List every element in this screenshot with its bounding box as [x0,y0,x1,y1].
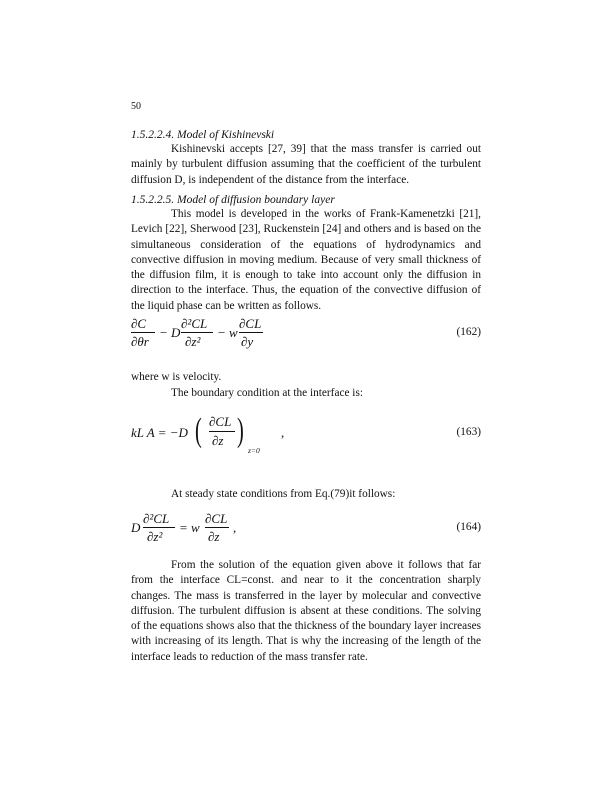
text-steady-state: At steady state conditions from Eq.(79)it follows: [171,488,396,500]
eq162-minus-w: − w [217,325,238,340]
eq164-comma: , [233,520,237,535]
eq162-rhs-numerator: ∂CL [239,316,262,331]
paragraph-diffusion-boundary-layer: This model is developed in the works of Frank-Kamenetzki [21], Levich [22], Sherwood [23], Ruckenstein [24] and others and is based on the simultaneous consideration of the equations of hydrodynamics and convective diffusion in moving medium. Because of very small thickness of the diffusion film, it is enough to take into account only the diffusion in direction to the interface. Thus, the equation of the convective diffusion of the liquid phase can be written as follows. [131,208,481,312]
eq164-lhs-numerator: ∂²CL [143,511,170,526]
equation-number-163: (163) [456,426,481,438]
text-boundary-condition: The boundary condition at the interface is: [171,387,363,399]
section-heading-diffusion-boundary-layer: 1.5.2.2.5. Model of diffusion boundary layer [131,194,335,206]
eq162-rhs-denominator: ∂y [241,334,254,349]
eq163-frac-denominator: ∂z [212,433,224,448]
eq164-frac-line-2 [205,527,229,528]
section-heading-kishinevski: 1.5.2.2.4. Model of Kishinevski [131,129,275,141]
eq162-frac-line-3 [239,332,263,333]
eq162-minus-d: − D [159,325,181,340]
eq163-left-paren: ( [195,412,202,449]
eq162-frac-line-1 [131,332,155,333]
eq162-mid-denominator: ∂z² [185,334,201,349]
eq163-comma: , [281,425,285,440]
eq164-rhs-denominator: ∂z [208,529,220,544]
eq163-right-paren: ) [237,412,244,449]
eq162-lhs-numerator: ∂C [131,316,147,331]
equation-163 [131,408,481,464]
text-where-w: where w is velocity. [131,371,222,383]
eq164-rhs-numerator: ∂CL [205,511,228,526]
equation-162 [131,316,481,364]
eq164-d: D [131,520,141,535]
eq163-lhs: kL A = −D [131,425,188,440]
eq164-equals-w: = w [179,520,200,535]
eq164-lhs-denominator: ∂z² [147,529,163,544]
eq162-frac-line-2 [181,332,213,333]
eq164-frac-line-1 [143,527,175,528]
eq162-mid-numerator: ∂²CL [181,316,208,331]
eq163-frac-numerator: ∂CL [209,414,232,429]
eq163-frac-line [209,431,235,432]
paragraph-conclusion: From the solution of the equation given above it follows that far from the interface CL=const. and near to it the concentration sharply changes. The mass is transferred in the layer by molecular and convective diffusion. The turbulent diffusion is absent at these conditions. The solving of the equations shows also that the thickness of the boundary layer increases with increasing of its length. That is why the increasing of the length of the interface leads to reduction of the mass transfer rate. [131,559,481,663]
page-number: 50 [131,101,141,112]
equation-number-164: (164) [456,521,481,533]
eq163-subscript: z=0 [248,446,260,455]
paragraph-kishinevski: Kishinevski accepts [27, 39] that the mass transfer is carried out mainly by turbulent diffusion assuming that the coefficient of the turbulent diffusion D, is independent of the distance from the interface. [131,143,481,186]
eq162-lhs-denominator: ∂θr [131,334,149,349]
equation-number-162: (162) [456,326,481,338]
equation-164 [131,511,481,559]
